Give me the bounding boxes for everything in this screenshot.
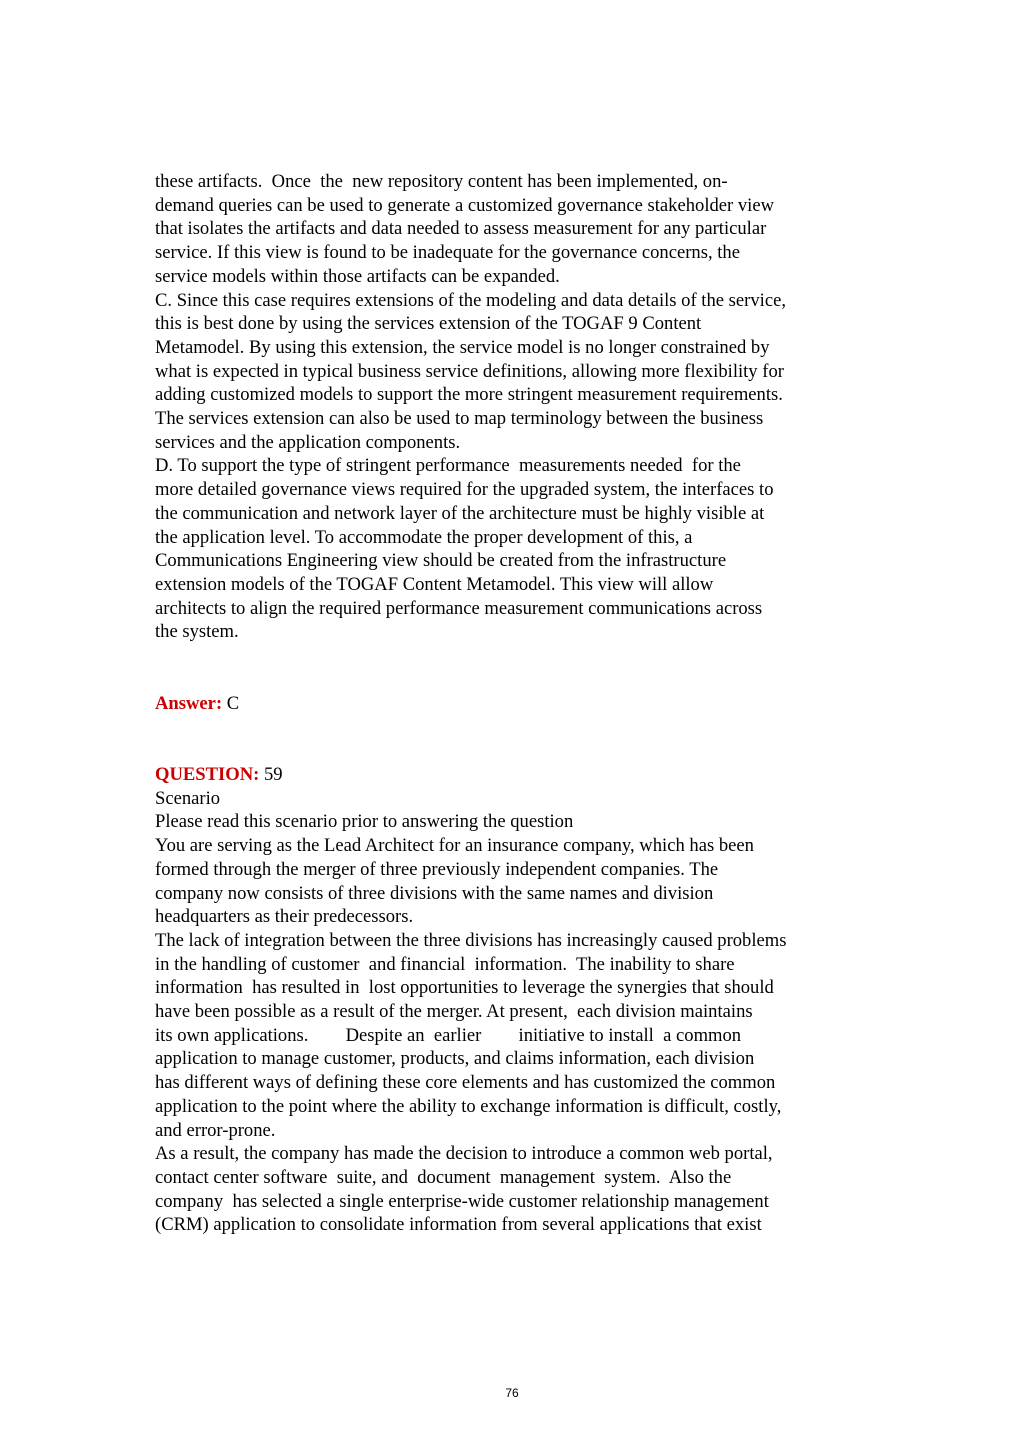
option-c-line: what is expected in typical business service definitions, allowing more flexibility for [155,360,784,382]
question-text-line: company now consists of three divisions with the same names and division [155,882,714,904]
answer-label: Answer: [155,693,223,714]
option-text-line: service. If this view is found to be inadequate for the governance concerns, the [155,242,740,264]
question-text-line: company has selected a single enterprise-wide customer relationship management [155,1190,769,1212]
question-text-line: has different ways of defining these core elements and has customized the common [155,1072,776,1094]
question-text-line: formed through the merger of three previously independent companies. The [155,858,719,880]
option-c-line: The services extension can also be used to map terminology between the business [155,408,764,430]
option-text-line: service models within those artifacts can be expanded. [155,265,560,287]
question-text-line: in the handling of customer and financial information. The inability to share [155,953,735,975]
option-c-line: C. Since this case requires extensions of the modeling and data details of the service, [155,289,786,311]
option-d-line: the system. [155,621,239,643]
option-d-line: more detailed governance views required for the upgraded system, the interfaces to [155,479,774,501]
option-c-line: Metamodel. By using this extension, the service model is no longer constrained by [155,336,770,358]
answer-value: C [222,693,240,714]
question-text-line: As a result, the company has made the decision to introduce a common web portal, [155,1143,773,1165]
question-text-line: (CRM) application to consolidate information from several applications that exist [155,1214,762,1236]
question-label: QUESTION: [155,764,260,785]
question-text-line: have been possible as a result of the merger. At present, each division maintains [155,1001,753,1023]
option-d-line: extension models of the TOGAF Content Metamodel. This view will allow [155,573,714,595]
question-number: 59 [259,764,283,785]
option-c-line: services and the application components. [155,431,461,453]
option-d-line: Communications Engineering view should be created from the infrastructure [155,550,727,572]
options-continued-block [155,170,870,644]
question-text-line: contact center software suite, and document management system. Also the [155,1166,732,1188]
question-text-line: application to manage customer, products, and claims information, each division [155,1048,755,1070]
question-text-line: its own applications. Despite an earlier initiative to install a common [155,1024,742,1046]
question-text-line: You are serving as the Lead Architect for an insurance company, which has been [155,835,754,857]
question-text-line: application to the point where the ability to exchange information is difficult, costly, [155,1095,782,1117]
question-text-line: information has resulted in lost opportunities to leverage the synergies that should [155,977,774,999]
option-text-line: that isolates the artifacts and data needed to assess measurement for any particular [155,218,767,240]
page-number: 76 [505,1386,519,1400]
question-text-line: Scenario [155,787,221,809]
answer-line [155,692,870,716]
question-text-line: headquarters as their predecessors. [155,906,414,928]
question-text-line: and error-prone. [155,1119,276,1141]
option-d-line: D. To support the type of stringent performance measurements needed for the [155,455,741,477]
option-c-line: this is best done by using the services extension of the TOGAF 9 Content [155,313,702,335]
option-d-line: the application level. To accommodate the proper development of this, a [155,526,693,548]
question-text-line: Please read this scenario prior to answering the question [155,811,574,833]
question-text-line: The lack of integration between the three divisions has increasingly caused problems [155,929,787,951]
option-text-line: demand queries can be used to generate a customized governance stakeholder view [155,194,775,216]
option-d-line: the communication and network layer of the architecture must be highly visible at [155,502,765,524]
option-text-line: these artifacts. Once the new repository content has been implemented, on- [155,171,728,192]
question-block [155,763,870,1237]
option-c-line: adding customized models to support the more stringent measurement requirements. [155,384,783,406]
question-heading [155,763,870,787]
option-d-line: architects to align the required performance measurement communications across [155,597,763,619]
